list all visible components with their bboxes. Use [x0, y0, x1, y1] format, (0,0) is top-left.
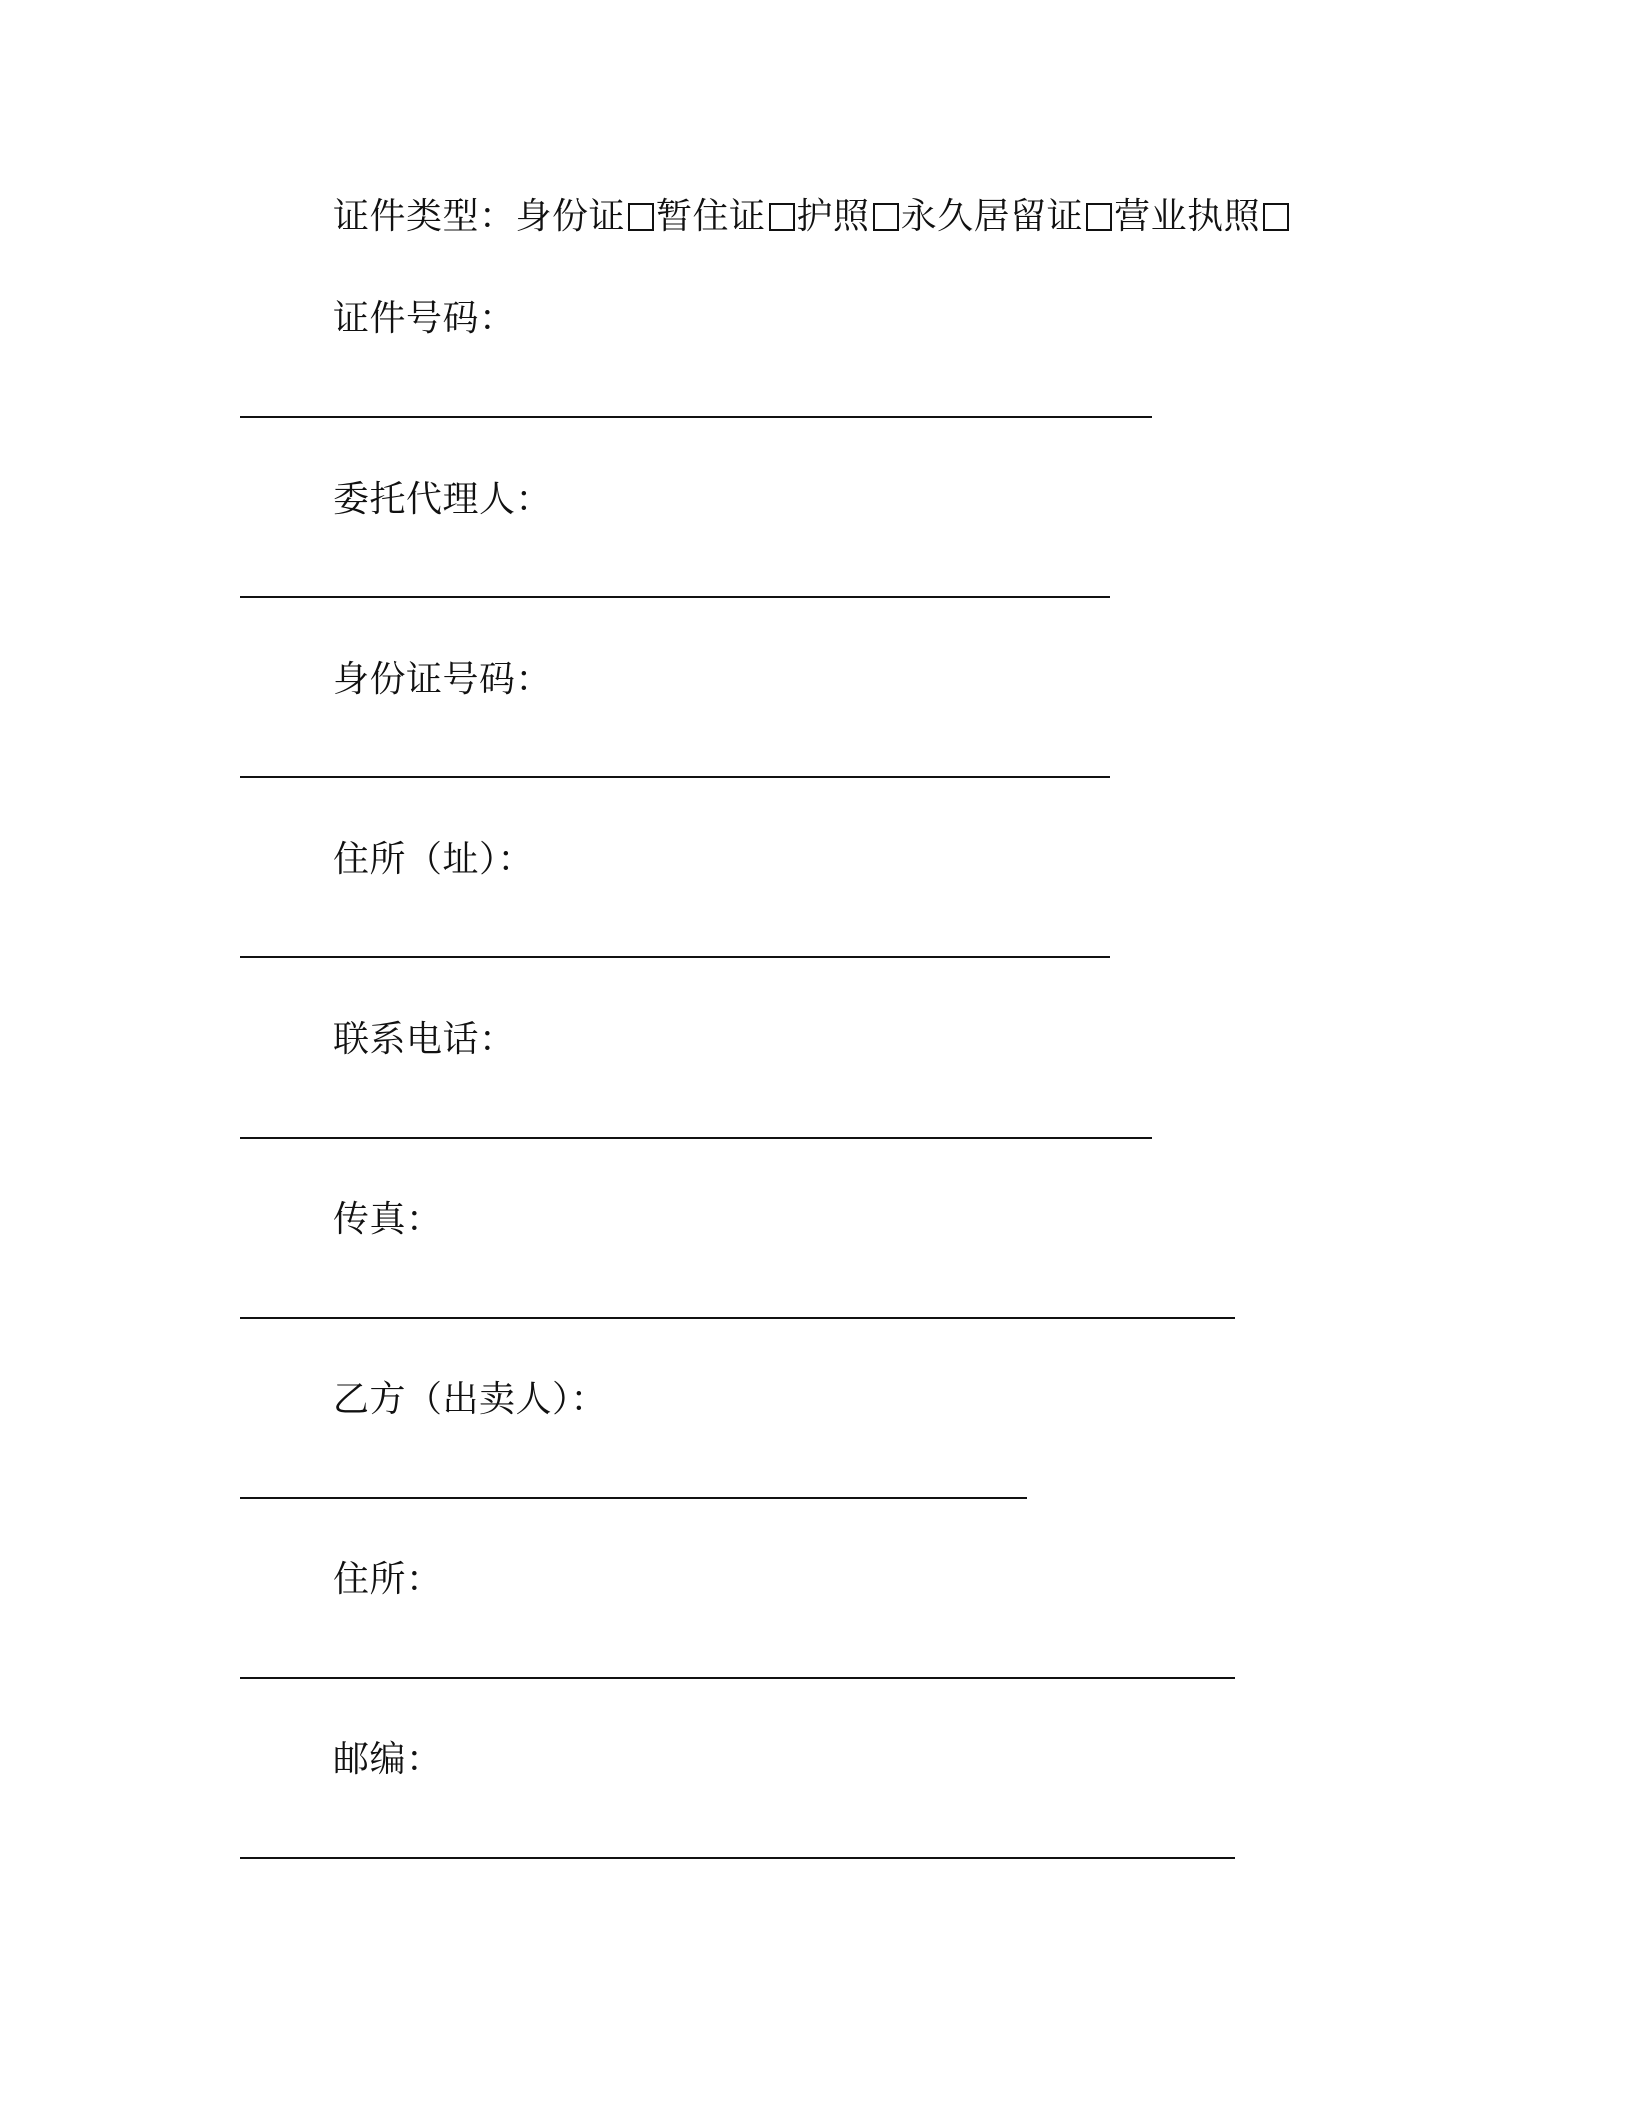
option-id-card — [516, 195, 657, 239]
option-passport — [797, 195, 901, 239]
agent-label: 委托代理人： — [333, 479, 553, 520]
option-business-license-label: 营业执照 — [1114, 196, 1261, 237]
address-label: 住所（址）： — [333, 839, 535, 880]
option-permanent-residence — [901, 195, 1115, 239]
id-number-blank[interactable] — [240, 416, 1152, 418]
checkbox-id-card[interactable] — [628, 203, 654, 231]
agent-id-number-blank[interactable] — [240, 776, 1110, 778]
option-business-license — [1114, 195, 1291, 239]
party-b-label: 乙方（出卖人）： — [333, 1379, 608, 1420]
party-b-address-label: 住所： — [333, 1559, 443, 1600]
party-b-address-blank[interactable] — [240, 1677, 1235, 1679]
option-temporary-residence-permit-label: 暂住证 — [656, 196, 766, 237]
document-type-row — [333, 195, 1291, 239]
option-passport-label: 护照 — [796, 196, 870, 237]
fax-label: 传真： — [333, 1199, 443, 1240]
option-permanent-residence-label: 永久居留证 — [900, 196, 1084, 237]
checkbox-permanent-residence[interactable] — [1086, 203, 1112, 231]
postcode-label: 邮编： — [333, 1739, 443, 1780]
checkbox-business-license[interactable] — [1263, 203, 1289, 231]
option-temporary-residence-permit — [656, 195, 797, 239]
id-number-label: 证件号码： — [333, 298, 516, 339]
checkbox-passport[interactable] — [873, 203, 899, 231]
checkbox-temporary-residence-permit[interactable] — [769, 203, 795, 231]
agent-id-number-label: 身份证号码： — [333, 659, 553, 700]
phone-blank[interactable] — [240, 1137, 1152, 1139]
phone-label: 联系电话： — [333, 1019, 516, 1060]
agent-blank[interactable] — [240, 596, 1110, 598]
party-b-blank[interactable] — [240, 1497, 1027, 1499]
document-type-label: 证件类型： — [333, 196, 516, 237]
postcode-blank[interactable] — [240, 1857, 1235, 1859]
address-blank[interactable] — [240, 956, 1110, 958]
fax-blank[interactable] — [240, 1317, 1235, 1319]
option-id-card-label: 身份证 — [515, 196, 626, 237]
